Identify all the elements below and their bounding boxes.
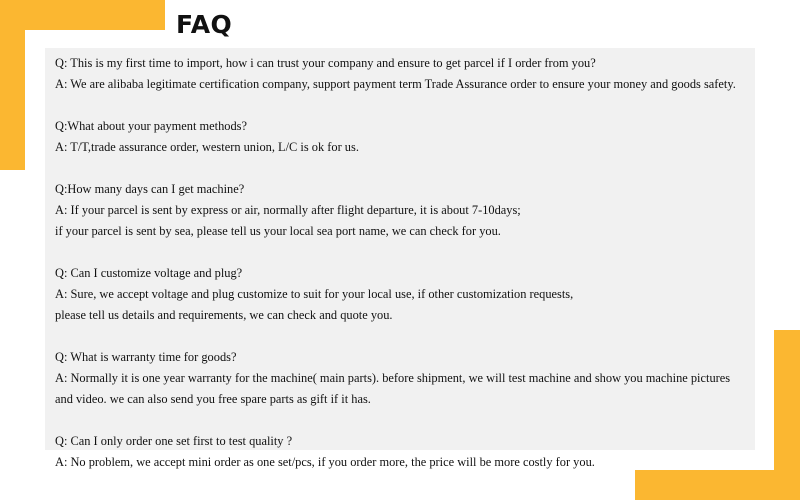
faq-question: Q: What is warranty time for goods? bbox=[55, 350, 237, 364]
faq-answer: A: We are alibaba legitimate certification company, support payment term Trade Assurance order to ensure your money and goods safety. bbox=[55, 77, 736, 91]
page-title: FAQ bbox=[176, 10, 233, 39]
faq-answer: if your parcel is sent by sea, please tell us your local sea port name, we can check for you. bbox=[55, 224, 501, 238]
faq-question: Q:How many days can I get machine? bbox=[55, 182, 245, 196]
faq-list bbox=[55, 53, 795, 473]
faq-divider bbox=[55, 158, 795, 179]
faq-answer: A: Sure, we accept voltage and plug customize to suit for your local use, if other customization requests, bbox=[55, 287, 574, 301]
faq-divider bbox=[55, 242, 795, 263]
faq-question: Q: Can I customize voltage and plug? bbox=[55, 266, 243, 280]
faq-answer: and video. we can also send you free spare parts as gift if it has. bbox=[55, 392, 371, 406]
frame-corner-left-bar bbox=[0, 0, 25, 170]
faq-question: Q:What about your payment methods? bbox=[55, 119, 248, 133]
faq-answer: A: T/T,trade assurance order, western union, L/C is ok for us. bbox=[55, 140, 359, 154]
faq-question: Q: This is my first time to import, how i can trust your company and ensure to get parcel if I order from you? bbox=[55, 56, 596, 70]
faq-answer: A: No problem, we accept mini order as one set/pcs, if you order more, the price will be more costly for you. bbox=[55, 455, 595, 469]
faq-answer: A: Normally it is one year warranty for the machine( main parts). before shipment, we will test machine and show you machine pictures bbox=[55, 371, 731, 385]
faq-answer: please tell us details and requirements, we can check and quote you. bbox=[55, 308, 393, 322]
faq-answer: A: If your parcel is sent by express or air, normally after flight departure, it is about 7-10days; bbox=[55, 203, 521, 217]
frame-corner-bottom-right bbox=[635, 470, 800, 500]
faq-question: Q: Can I only order one set first to test quality ? bbox=[55, 434, 293, 448]
faq-divider bbox=[55, 326, 795, 347]
faq-divider bbox=[55, 410, 795, 431]
faq-divider bbox=[55, 95, 795, 116]
